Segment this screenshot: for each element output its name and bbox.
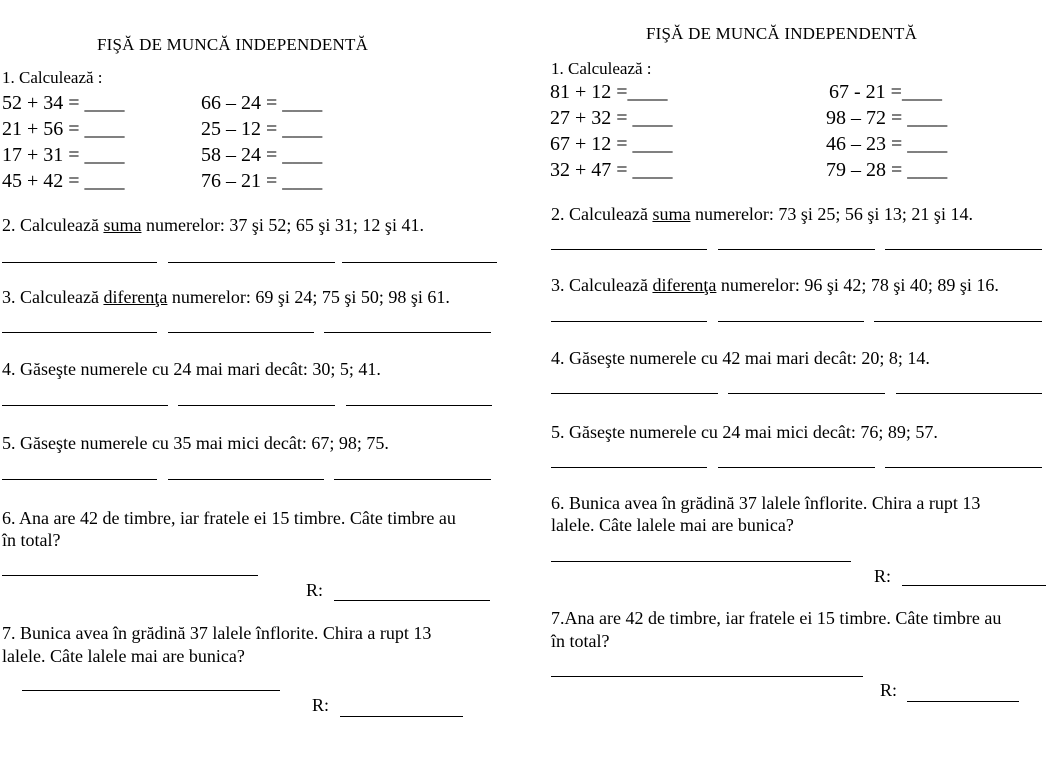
right-ex1-item: 32 + 47 = ____ bbox=[550, 159, 673, 181]
right-ex2-text: 2. Calculează suma numerelor: 73 şi 25; 56 şi 13; 21 şi 14. bbox=[551, 204, 973, 224]
left-ex7-line2: lalele. Câte lalele mai are bunica? bbox=[2, 646, 245, 666]
answer-line[interactable] bbox=[896, 393, 1042, 394]
answer-line[interactable] bbox=[551, 561, 851, 562]
left-ex5-text: 5. Găseşte numerele cu 35 mai mici decât: 67; 98; 75. bbox=[2, 433, 389, 453]
answer-line[interactable] bbox=[2, 332, 157, 333]
left-ex6-line1: 6. Ana are 42 de timbre, iar fratele ei 15 timbre. Câte timbre au bbox=[2, 508, 456, 528]
right-ex3-text: 3. Calculează diferenţa numerelor: 96 şi 42; 78 şi 40; 89 şi 16. bbox=[551, 275, 999, 295]
answer-line[interactable] bbox=[342, 262, 497, 263]
answer-line[interactable] bbox=[907, 701, 1019, 702]
right-ex6-line1: 6. Bunica avea în grădină 37 lalele înflorite. Chira a rupt 13 bbox=[551, 493, 981, 513]
answer-line[interactable] bbox=[22, 690, 280, 691]
answer-line[interactable] bbox=[551, 321, 707, 322]
left-ex7-answer-label: R: bbox=[312, 695, 330, 715]
left-ex6-answer-label: R: bbox=[306, 580, 324, 600]
answer-line[interactable] bbox=[2, 405, 168, 406]
answer-line[interactable] bbox=[718, 467, 875, 468]
left-ex2-text: 2. Calculează suma numerelor: 37 şi 52; 65 şi 31; 12 şi 41. bbox=[2, 215, 424, 235]
answer-line[interactable] bbox=[718, 321, 864, 322]
right-ex7-line1: 7.Ana are 42 de timbre, iar fratele ei 15 timbre. Câte timbre au bbox=[551, 608, 1002, 628]
right-ex1-item: 81 + 12 =____ bbox=[550, 81, 668, 103]
answer-line[interactable] bbox=[885, 467, 1042, 468]
answer-line[interactable] bbox=[178, 405, 335, 406]
right-ex1-item: 27 + 32 = ____ bbox=[550, 107, 673, 129]
answer-line[interactable] bbox=[334, 479, 491, 480]
right-ex1-item: 67 + 12 = ____ bbox=[550, 133, 673, 155]
answer-line[interactable] bbox=[168, 262, 335, 263]
answer-line[interactable] bbox=[728, 393, 885, 394]
right-ex5-text: 5. Găseşte numerele cu 24 mai mici decât: 76; 89; 57. bbox=[551, 422, 938, 442]
answer-line[interactable] bbox=[2, 479, 157, 480]
left-ex1-item: 58 – 24 = ____ bbox=[201, 144, 323, 166]
answer-line[interactable] bbox=[168, 332, 314, 333]
answer-line[interactable] bbox=[551, 467, 707, 468]
left-ex1-item: 52 + 34 = ____ bbox=[2, 92, 125, 114]
answer-line[interactable] bbox=[168, 479, 324, 480]
answer-line[interactable] bbox=[874, 321, 1042, 322]
answer-line[interactable] bbox=[2, 575, 258, 576]
answer-line[interactable] bbox=[324, 332, 491, 333]
right-ex4-text: 4. Găseşte numerele cu 42 mai mari decât: 20; 8; 14. bbox=[551, 348, 930, 368]
right-ex7-line2: în total? bbox=[551, 631, 610, 651]
answer-line[interactable] bbox=[885, 249, 1042, 250]
left-ex7-line1: 7. Bunica avea în grădină 37 lalele înflorite. Chira a rupt 13 bbox=[2, 623, 432, 643]
left-ex1-item: 17 + 31 = ____ bbox=[2, 144, 125, 166]
right-ex1-item: 67 - 21 =____ bbox=[829, 81, 942, 103]
left-ex1-item: 21 + 56 = ____ bbox=[2, 118, 125, 140]
left-ex1-item: 25 – 12 = ____ bbox=[201, 118, 323, 140]
left-ex1-item: 45 + 42 = ____ bbox=[2, 170, 125, 192]
left-ex4-text: 4. Găseşte numerele cu 24 mai mari decât: 30; 5; 41. bbox=[2, 359, 381, 379]
left-ex3-text: 3. Calculează diferenţa numerelor: 69 şi 24; 75 şi 50; 98 şi 61. bbox=[2, 287, 450, 307]
answer-line[interactable] bbox=[551, 249, 707, 250]
left-title: FIŞĂ DE MUNCĂ INDEPENDENTĂ bbox=[97, 35, 369, 54]
right-ex1-item: 79 – 28 = ____ bbox=[826, 159, 948, 181]
left-ex6-line2: în total? bbox=[2, 530, 61, 550]
right-ex6-answer-label: R: bbox=[874, 566, 892, 586]
right-ex7-answer-label: R: bbox=[880, 680, 898, 700]
right-ex1-item: 98 – 72 = ____ bbox=[826, 107, 948, 129]
answer-line[interactable] bbox=[340, 716, 463, 717]
right-title: FIŞĂ DE MUNCĂ INDEPENDENTĂ bbox=[646, 24, 918, 43]
answer-line[interactable] bbox=[718, 249, 875, 250]
answer-line[interactable] bbox=[334, 600, 490, 601]
answer-line[interactable] bbox=[2, 262, 157, 263]
answer-line[interactable] bbox=[902, 585, 1046, 586]
left-ex1-label: 1. Calculează : bbox=[2, 68, 103, 87]
left-ex1-item: 66 – 24 = ____ bbox=[201, 92, 323, 114]
answer-line[interactable] bbox=[346, 405, 492, 406]
answer-line[interactable] bbox=[551, 676, 863, 677]
answer-line[interactable] bbox=[551, 393, 718, 394]
right-ex1-item: 46 – 23 = ____ bbox=[826, 133, 948, 155]
right-ex1-label: 1. Calculează : bbox=[551, 59, 652, 78]
left-ex1-item: 76 – 21 = ____ bbox=[201, 170, 323, 192]
right-ex6-line2: lalele. Câte lalele mai are bunica? bbox=[551, 515, 794, 535]
